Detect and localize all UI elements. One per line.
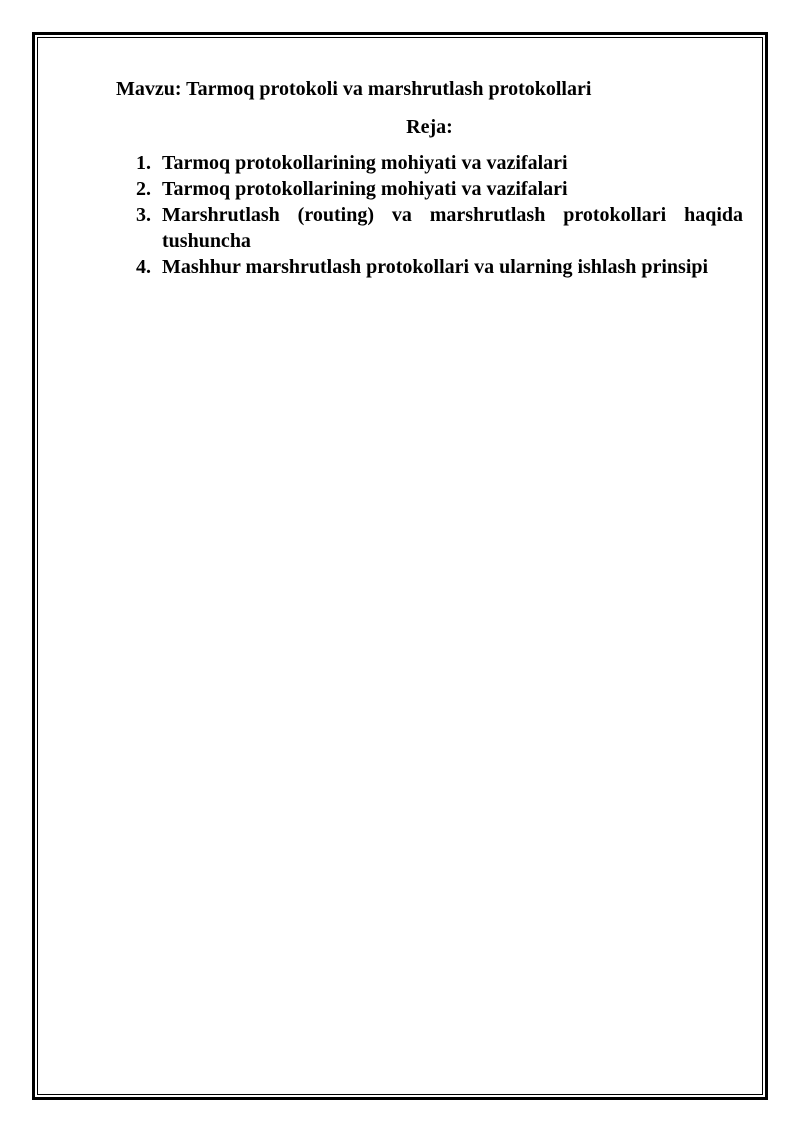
plan-item: [116, 176, 743, 202]
plan-item-text: Tarmoq protokollarining mohiyati va vazifalari: [162, 178, 568, 200]
plan-heading: Reja:: [406, 116, 453, 138]
plan-item-text: Mashhur marshrutlash protokollari va ularning ishlash prinsipi: [162, 256, 709, 278]
plan-item-number: 1.: [136, 152, 151, 174]
plan-item-text: Marshrutlash (routing) va marshrutlash protokollari haqida tushuncha: [162, 204, 743, 252]
document-title: Mavzu: Tarmoq protokoli va marshrutlash protokollari: [116, 78, 592, 100]
plan-item-number: 2.: [136, 178, 151, 200]
plan-item: [116, 254, 743, 280]
plan-item-text: Tarmoq protokollarining mohiyati va vazifalari: [162, 152, 568, 174]
plan-item: [116, 150, 743, 176]
plan-item: [116, 202, 743, 254]
plan-item-number: 4.: [136, 256, 151, 278]
plan-list: [116, 150, 743, 280]
document-body: [116, 76, 743, 280]
plan-item-number: 3.: [136, 204, 151, 226]
